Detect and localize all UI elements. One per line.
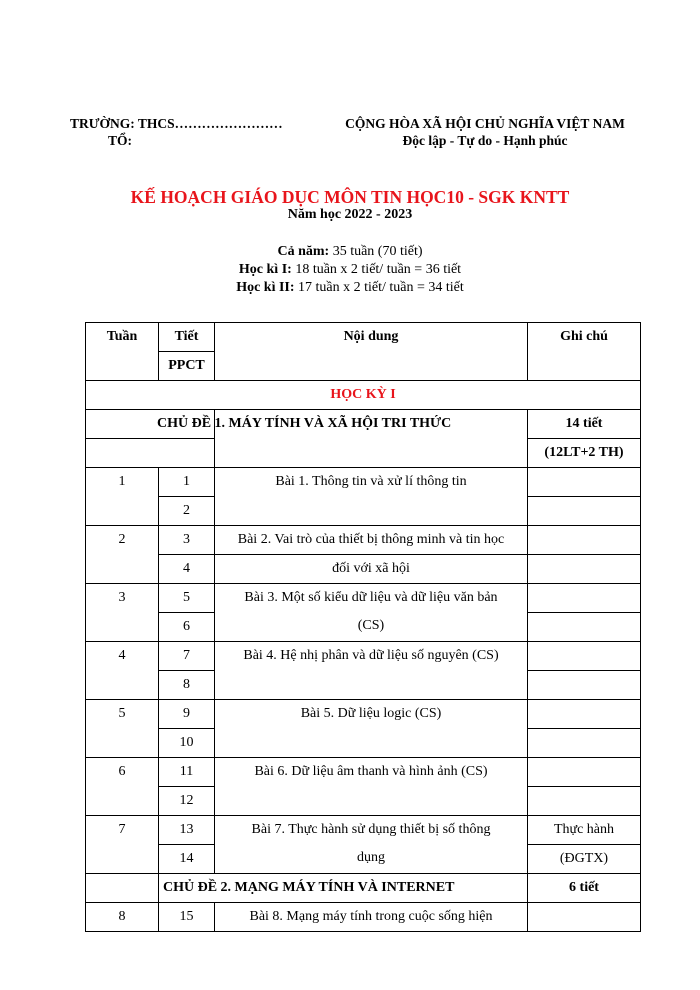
plan-table: [85, 322, 641, 932]
table-row: [86, 555, 641, 584]
summary-sem1-value: 18 tuần x 2 tiết/ tuần = 36 tiết: [295, 262, 462, 277]
period-cell: 3: [159, 526, 215, 555]
semester-row: [86, 381, 641, 410]
note-cell: [528, 787, 641, 816]
school-header: [70, 115, 283, 149]
col-period-header: Tiết: [159, 323, 215, 352]
col-period-subheader: PPCT: [159, 352, 215, 381]
week-cell: 4: [86, 642, 159, 700]
school-year: Năm học 2022 - 2023: [287, 207, 413, 222]
week-cell: 6: [86, 758, 159, 816]
team-name: TỔ:: [108, 133, 133, 148]
note-cell: [528, 584, 641, 613]
summary-year-value: 35 tuần (70 tiết): [332, 244, 423, 259]
semester-label: HỌC KỲ I: [86, 381, 641, 410]
note-cell: [528, 758, 641, 787]
period-cell: 2: [159, 497, 215, 526]
summary-year: [0, 243, 700, 261]
col-note-header: Ghi chú: [528, 323, 641, 381]
table-row: [86, 700, 641, 729]
table-header-row: [86, 323, 641, 352]
period-cell: 9: [159, 700, 215, 729]
lesson-cell: Bài 4. Hệ nhị phân và dữ liệu số nguyên (CS): [215, 642, 528, 700]
table-row: [86, 526, 641, 555]
period-cell: 5: [159, 584, 215, 613]
note-cell: [528, 555, 641, 584]
table-row: [86, 758, 641, 787]
topic2-periods: 6 tiết: [528, 874, 641, 903]
table-row: [86, 584, 641, 613]
week-cell: 1: [86, 468, 159, 526]
table-row: [86, 468, 641, 497]
lesson-cell-cont: đối với xã hội: [215, 555, 528, 584]
week-cell: 8: [86, 903, 159, 932]
summary-sem2-label: Học kì II:: [236, 280, 295, 295]
table-row: [86, 642, 641, 671]
note-cell: [528, 642, 641, 671]
summary-sem2-value: 17 tuần x 2 tiết/ tuần = 34 tiết: [298, 280, 464, 295]
period-cell: 13: [159, 816, 215, 845]
country-name: CỘNG HÒA XÃ HỘI CHỦ NGHĨA VIỆT NAM: [345, 116, 625, 131]
topic1-periods: 14 tiết: [528, 410, 641, 439]
topic2-spacer: [86, 874, 159, 903]
topic1-title: [157, 410, 528, 468]
motto: Độc lập - Tự do - Hạnh phúc: [402, 133, 568, 148]
note-cell: (ĐGTX): [528, 845, 641, 874]
document-title: KẾ HOẠCH GIÁO DỤC MÔN TIN HỌC10 - SGK KNTT: [130, 187, 570, 207]
topic1-title-text: CHỦ ĐỀ 1. MÁY TÍNH VÀ XÃ HỘI TRI THỨC: [157, 416, 452, 431]
lesson-cell: Bài 5. Dữ liệu logic (CS): [215, 700, 528, 758]
summary-year-label: Cả năm:: [277, 244, 330, 259]
col-week-header: Tuần: [86, 323, 159, 381]
table-row: [86, 816, 641, 845]
summary-sem2: [0, 279, 700, 297]
lesson-line-2: dụng: [357, 850, 385, 865]
lesson-cell: [215, 816, 528, 874]
note-cell: [528, 613, 641, 642]
week-cell: 3: [86, 584, 159, 642]
national-header: [335, 115, 635, 149]
col-content-header: Nội dung: [215, 323, 528, 381]
period-cell: 7: [159, 642, 215, 671]
week-cell: 2: [86, 526, 159, 584]
lesson-line-1: Bài 3. Một số kiểu dữ liệu và dữ liệu văn bản: [244, 590, 498, 605]
school-name: TRƯỜNG: THCS……………………: [70, 116, 283, 131]
period-cell: 8: [159, 671, 215, 700]
period-cell: 4: [159, 555, 215, 584]
note-cell: Thực hành: [528, 816, 641, 845]
table-row: [86, 903, 641, 932]
note-cell: [528, 903, 641, 932]
note-cell: [528, 729, 641, 758]
topic1-split: (12LT+2 TH): [528, 439, 641, 468]
time-summary: [0, 243, 700, 297]
period-cell: 12: [159, 787, 215, 816]
period-cell: 11: [159, 758, 215, 787]
topic2-title: CHỦ ĐỀ 2. MẠNG MÁY TÍNH VÀ INTERNET: [159, 874, 528, 903]
note-cell: [528, 700, 641, 729]
lesson-line-1: Bài 7. Thực hành sử dụng thiết bị số thông: [251, 822, 491, 837]
lesson-cell: [215, 584, 528, 642]
period-cell: 14: [159, 845, 215, 874]
period-cell: 10: [159, 729, 215, 758]
topic2-row: [86, 874, 641, 903]
topic1-row: [86, 410, 641, 439]
period-cell: 6: [159, 613, 215, 642]
period-cell: 1: [159, 468, 215, 497]
summary-sem1: [0, 261, 700, 279]
note-cell: [528, 468, 641, 497]
lesson-cell: Bài 8. Mạng máy tính trong cuộc sống hiện: [215, 903, 528, 932]
week-cell: 5: [86, 700, 159, 758]
lesson-cell: Bài 1. Thông tin và xử lí thông tin: [215, 468, 528, 526]
lesson-cell: Bài 6. Dữ liệu âm thanh và hình ảnh (CS): [215, 758, 528, 816]
note-cell: [528, 497, 641, 526]
period-cell: 15: [159, 903, 215, 932]
week-cell: 7: [86, 816, 159, 874]
summary-sem1-label: Học kì I:: [238, 262, 292, 277]
note-cell: [528, 671, 641, 700]
topic1-spacer-2: [86, 439, 215, 468]
lesson-line-2: (CS): [357, 618, 385, 633]
lesson-cell: Bài 2. Vai trò của thiết bị thông minh và tin học: [215, 526, 528, 555]
note-cell: [528, 526, 641, 555]
